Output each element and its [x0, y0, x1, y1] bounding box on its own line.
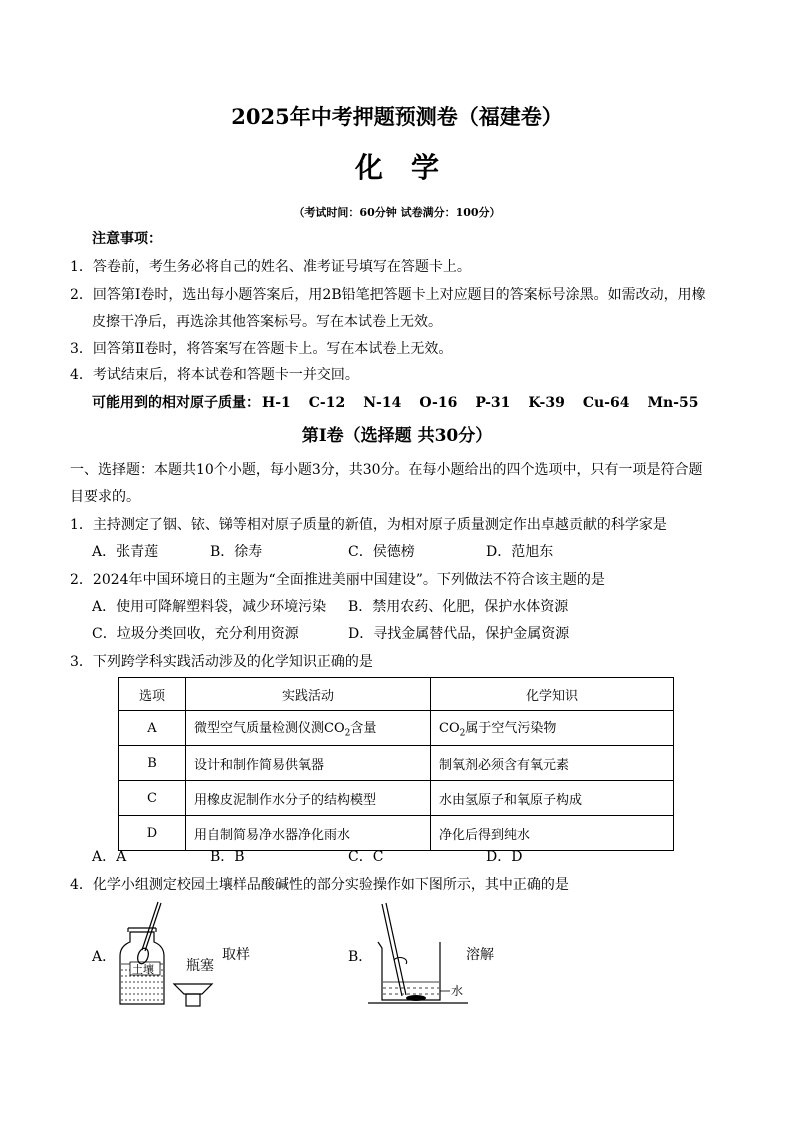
figure-caption: 取样	[222, 947, 250, 963]
atomic-mass: K-39	[528, 395, 565, 411]
formula-subscript: 2	[344, 728, 351, 739]
notice-heading: 注意事项：	[92, 231, 162, 247]
activity-cell: 设计和制作简易供氧器	[186, 746, 431, 781]
notice-item: 4．考试结束后，将本试卷和答题卡一并交回。	[70, 367, 359, 383]
option-a-label: A．	[92, 949, 117, 965]
sampling-figure	[110, 898, 270, 1010]
question-stem: 1．主持测定了铟、铱、锑等相对原子质量的新值，为相对原子质量测定作出卓越贡献的科学家是	[70, 517, 667, 533]
chemical-formula: CO	[439, 721, 460, 737]
atomic-mass: N-14	[363, 395, 402, 411]
option-a: A．使用可降解塑料袋，减少环境污染	[92, 599, 327, 615]
section-title: 第Ⅰ卷（选择题 共30分）	[301, 426, 493, 446]
stopper-icon	[174, 984, 212, 1006]
option-c: C．垃圾分类回收，充分利用资源	[92, 626, 299, 642]
section-instructions: 目要求的。	[70, 489, 140, 505]
option-cell: D	[119, 816, 186, 851]
paper-title: 2025年中考押题预测卷（福建卷）	[231, 104, 563, 129]
notice-item: 2．回答第Ⅰ卷时，选出每小题答案后，用2B铅笔把答题卡上对应题目的答案标号涂黑。如需改动，用橡	[70, 287, 706, 303]
column-header: 选项	[119, 678, 186, 711]
subject-title: 化学	[354, 151, 467, 184]
question-stem: 3．下列跨学科实践活动涉及的化学知识正确的是	[70, 654, 373, 670]
atomic-masses-label: 可能用到的相对原子质量：	[92, 395, 260, 411]
knowledge-cell: 水由氢原子和氧原子构成	[431, 781, 674, 816]
option-d: D．范旭东	[486, 544, 554, 560]
atomic-mass: Mn-55	[647, 395, 699, 411]
option-cell: B	[119, 746, 186, 781]
water-level	[383, 982, 439, 994]
question-stem: 4．化学小组测定校园土壤样品酸碱性的部分实验操作如下图所示，其中正确的是	[70, 877, 569, 893]
activity-text: 含量	[350, 721, 377, 737]
option-d: D．D	[486, 849, 523, 865]
notice-item: 皮擦干净后，再选涂其他答案标号。写在本试卷上无效。	[92, 314, 442, 330]
column-header: 实践活动	[186, 678, 431, 711]
atomic-mass: H-1	[262, 395, 291, 411]
table-header-row	[119, 678, 674, 711]
exam-info: （考试时间：60分钟 试卷满分：100分）	[293, 206, 501, 219]
option-c: C．侯德榜	[348, 544, 415, 560]
option-b: B．禁用农药、化肥，保护水体资源	[348, 599, 569, 615]
table-row	[119, 746, 674, 781]
option-c: C．C	[348, 849, 384, 865]
option-a: A．张青莲	[92, 544, 159, 560]
notice-item: 1．答卷前，考生务必将自己的姓名、准考证号填写在答题卡上。	[70, 259, 471, 275]
activity-text: 微型空气质量检测仪测	[194, 721, 325, 737]
activity-cell	[186, 711, 431, 746]
chemical-formula: CO	[324, 721, 345, 737]
option-b: B．B	[210, 849, 245, 865]
sediment	[406, 995, 426, 1001]
option-b: B．徐寿	[210, 544, 263, 560]
option-cell: A	[119, 711, 186, 746]
table-row	[119, 781, 674, 816]
notice-item: 3．回答第Ⅱ卷时，将答案写在答题卡上。写在本试卷上无效。	[70, 341, 453, 357]
table-row	[119, 711, 674, 746]
option-d: D．寻找金属替代品，保护金属资源	[348, 626, 570, 642]
option-b-label: B．	[348, 949, 373, 965]
atomic-mass: Cu-64	[582, 395, 630, 411]
stir-swirl	[394, 958, 407, 964]
beaker-icon	[378, 942, 440, 1000]
knowledge-cell	[431, 711, 674, 746]
knowledge-cell: 制氧剂必须含有氧元素	[431, 746, 674, 781]
formula-subscript: 2	[459, 728, 466, 739]
soil-label: 土壤	[132, 963, 154, 976]
atomic-masses	[92, 392, 716, 412]
water-label: 水	[451, 984, 464, 998]
q3-table	[118, 677, 674, 851]
figure-caption: 溶解	[466, 947, 494, 963]
option-cell: C	[119, 781, 186, 816]
question-stem: 2．2024年中国环境日的主题为“全面推进美丽中国建设”。下列做法不符合该主题的是	[70, 572, 605, 588]
spoon-icon	[136, 902, 161, 965]
atomic-mass: O-16	[419, 395, 458, 411]
dissolving-figure	[368, 898, 508, 1010]
atomic-mass: P-31	[475, 395, 511, 411]
section-instructions: 一、选择题：本题共10个小题，每小题3分，共30分。在每小题给出的四个选项中，只有一项是符合题	[70, 462, 703, 478]
atomic-mass: C-12	[308, 395, 346, 411]
option-a: A．A	[92, 849, 127, 865]
stopper-label: 瓶塞	[186, 958, 214, 974]
activity-cell: 用橡皮泥制作水分子的结构模型	[186, 781, 431, 816]
table-row	[119, 816, 674, 851]
knowledge-text: 属于空气污染物	[465, 721, 557, 737]
column-header: 化学知识	[431, 678, 674, 711]
activity-cell: 用自制简易净水器净化雨水	[186, 816, 431, 851]
knowledge-cell: 净化后得到纯水	[431, 816, 674, 851]
